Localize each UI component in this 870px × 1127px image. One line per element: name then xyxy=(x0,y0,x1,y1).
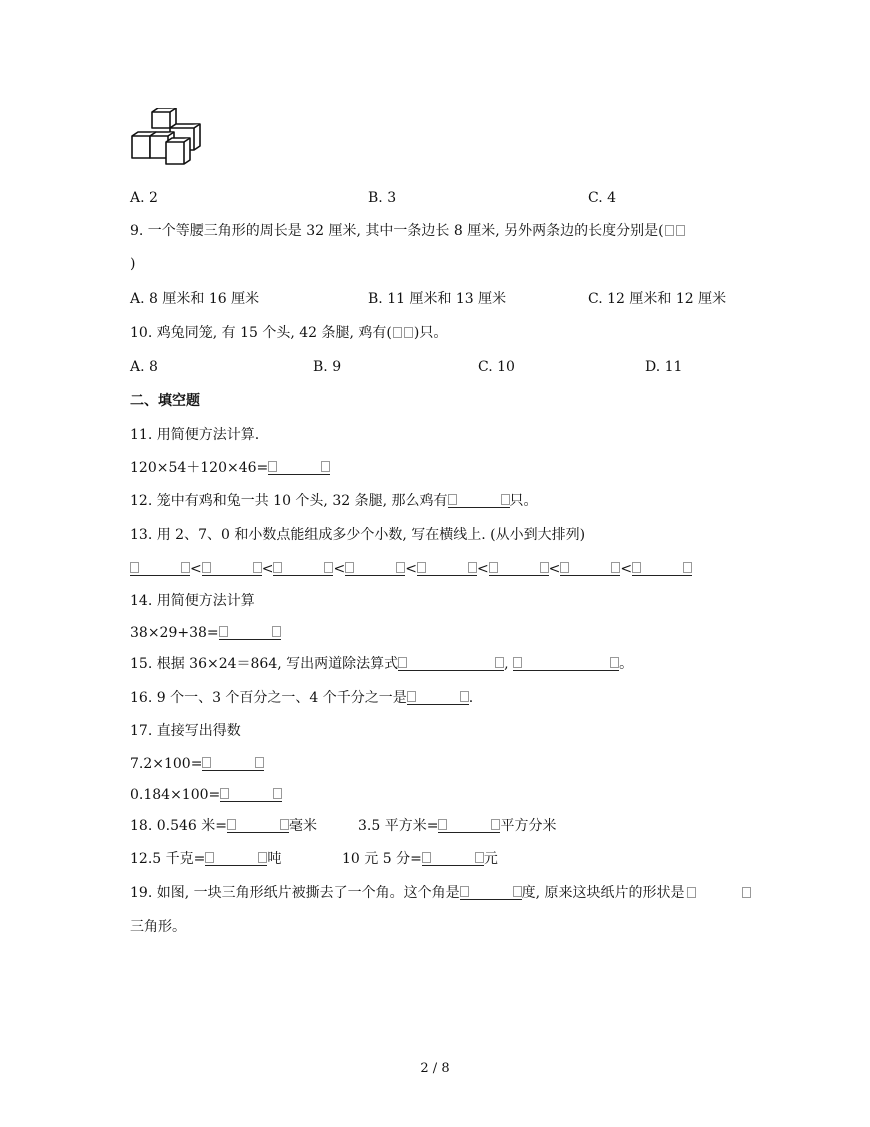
q19-text-mid: 度, 原来这块纸片的形状是 xyxy=(521,885,685,901)
q17-expression-2 xyxy=(130,786,282,804)
q12-question xyxy=(130,492,538,510)
q9-option-a: A. 8 厘米和 16 厘米 xyxy=(130,291,260,307)
q19-line-2: 三角形。 xyxy=(130,919,186,935)
less-than: < xyxy=(620,561,633,577)
answer-blank[interactable] xyxy=(417,561,477,576)
answer-blank[interactable] xyxy=(202,561,262,576)
q15-question xyxy=(130,655,633,673)
q18-b-post: 平方分米 xyxy=(500,818,557,834)
q8-option-c: C. 4 xyxy=(588,190,617,206)
q15-text-pre: 15. 根据 36×24＝864, 写出两道除法算式 xyxy=(130,656,399,672)
answer-blank[interactable] xyxy=(448,493,510,508)
less-than: < xyxy=(548,561,561,577)
q11-question: 11. 用简便方法计算. xyxy=(130,427,260,443)
placeholder-box xyxy=(393,327,402,338)
q9-option-b: B. 11 厘米和 13 厘米 xyxy=(368,291,507,307)
answer-blank[interactable] xyxy=(227,818,289,833)
q11-expression xyxy=(130,459,330,477)
placeholder-box xyxy=(665,225,674,236)
q14-question: 14. 用简便方法计算 xyxy=(130,593,255,609)
answer-blank[interactable] xyxy=(438,818,500,833)
q10-option-c: C. 10 xyxy=(478,359,515,375)
answer-blank[interactable] xyxy=(205,851,267,866)
answer-blank[interactable] xyxy=(273,561,333,576)
q18-c-pre: 12.5 千克= xyxy=(130,851,206,867)
q17-expression-1 xyxy=(130,755,264,773)
q9-text: 9. 一个等腰三角形的周长是 32 厘米, 其中一条边长 8 厘米, 另外两条边的长度分别是( xyxy=(130,223,664,239)
q18-part-d xyxy=(342,850,498,868)
q18-c-post: 吨 xyxy=(267,851,282,867)
answer-blank[interactable] xyxy=(632,561,692,576)
q18-a-post: 毫米 xyxy=(288,818,317,834)
q12-text-post: 只。 xyxy=(509,493,538,509)
answer-blank[interactable] xyxy=(460,885,522,900)
q18-b-pre: 3.5 平方米= xyxy=(358,818,439,834)
q13-answer-row xyxy=(130,560,692,578)
q9-question xyxy=(130,222,686,240)
q8-option-b: B. 3 xyxy=(368,190,397,206)
q10-question xyxy=(130,324,447,342)
answer-blank[interactable] xyxy=(398,656,504,671)
less-than: < xyxy=(261,561,274,577)
cubes-figure xyxy=(128,108,206,166)
q19-text-pre: 19. 如图, 一块三角形纸片被撕去了一个角。这个角是 xyxy=(130,885,460,901)
answer-blank[interactable] xyxy=(422,851,484,866)
answer-blank[interactable] xyxy=(202,756,264,771)
q18-part-c xyxy=(130,850,281,868)
placeholder-box xyxy=(404,327,413,338)
q15-text-mid: , xyxy=(504,656,514,672)
q16-text-post: . xyxy=(468,690,474,706)
q16-text-pre: 16. 9 个一、3 个百分之一、4 个千分之一是 xyxy=(130,690,407,706)
q18-d-post: 元 xyxy=(483,851,498,867)
answer-blank[interactable] xyxy=(407,690,469,705)
q12-text-pre: 12. 笼中有鸡和兔一共 10 个头, 32 条腿, 那么鸡有 xyxy=(130,493,448,509)
q15-text-post: 。 xyxy=(619,656,634,672)
less-than: < xyxy=(333,561,346,577)
answer-blank[interactable] xyxy=(220,787,282,802)
section-heading: 二、填空题 xyxy=(130,393,200,409)
q17-expr-2: 0.184×100= xyxy=(130,787,221,803)
q9-option-c: C. 12 厘米和 12 厘米 xyxy=(588,291,727,307)
q18-part-b xyxy=(358,817,556,835)
q19-question xyxy=(130,884,752,902)
q10-option-a: A. 8 xyxy=(130,359,158,375)
q14-expression xyxy=(130,624,281,642)
answer-blank[interactable] xyxy=(489,561,549,576)
placeholder-box xyxy=(742,887,751,898)
less-than: < xyxy=(405,561,417,577)
q10-option-d: D. 11 xyxy=(645,359,683,375)
q17-question: 17. 直接写出得数 xyxy=(130,723,241,739)
q14-expr: 38×29+38= xyxy=(130,625,219,641)
answer-blank[interactable] xyxy=(219,625,281,640)
q18-a-pre: 18. 0.546 米= xyxy=(130,818,227,834)
q17-expr-1: 7.2×100= xyxy=(130,756,203,772)
answer-blank[interactable] xyxy=(268,460,330,475)
q16-question xyxy=(130,689,473,707)
placeholder-box xyxy=(687,887,696,898)
answer-blank[interactable] xyxy=(560,561,620,576)
q10-option-b: B. 9 xyxy=(313,359,342,375)
less-than: < xyxy=(190,561,202,577)
less-than: < xyxy=(476,561,489,577)
answer-blank[interactable] xyxy=(130,561,190,576)
placeholder-box xyxy=(676,225,685,236)
q18-d-pre: 10 元 5 分= xyxy=(342,851,422,867)
q8-option-a: A. 2 xyxy=(130,190,158,206)
page-number: 2 / 8 xyxy=(420,1061,450,1076)
answer-blank[interactable] xyxy=(345,561,405,576)
q18-part-a xyxy=(130,817,317,835)
answer-blank[interactable] xyxy=(513,656,619,671)
q11-expr: 120×54＋120×46= xyxy=(130,460,269,476)
q13-question: 13. 用 2、7、0 和小数点能组成多少个小数, 写在横线上. (从小到大排列) xyxy=(130,527,586,543)
q10-text-post: )只。 xyxy=(413,325,448,341)
q10-text-pre: 10. 鸡兔同笼, 有 15 个头, 42 条腿, 鸡有( xyxy=(130,325,392,341)
q9-close-paren: ) xyxy=(130,256,136,272)
